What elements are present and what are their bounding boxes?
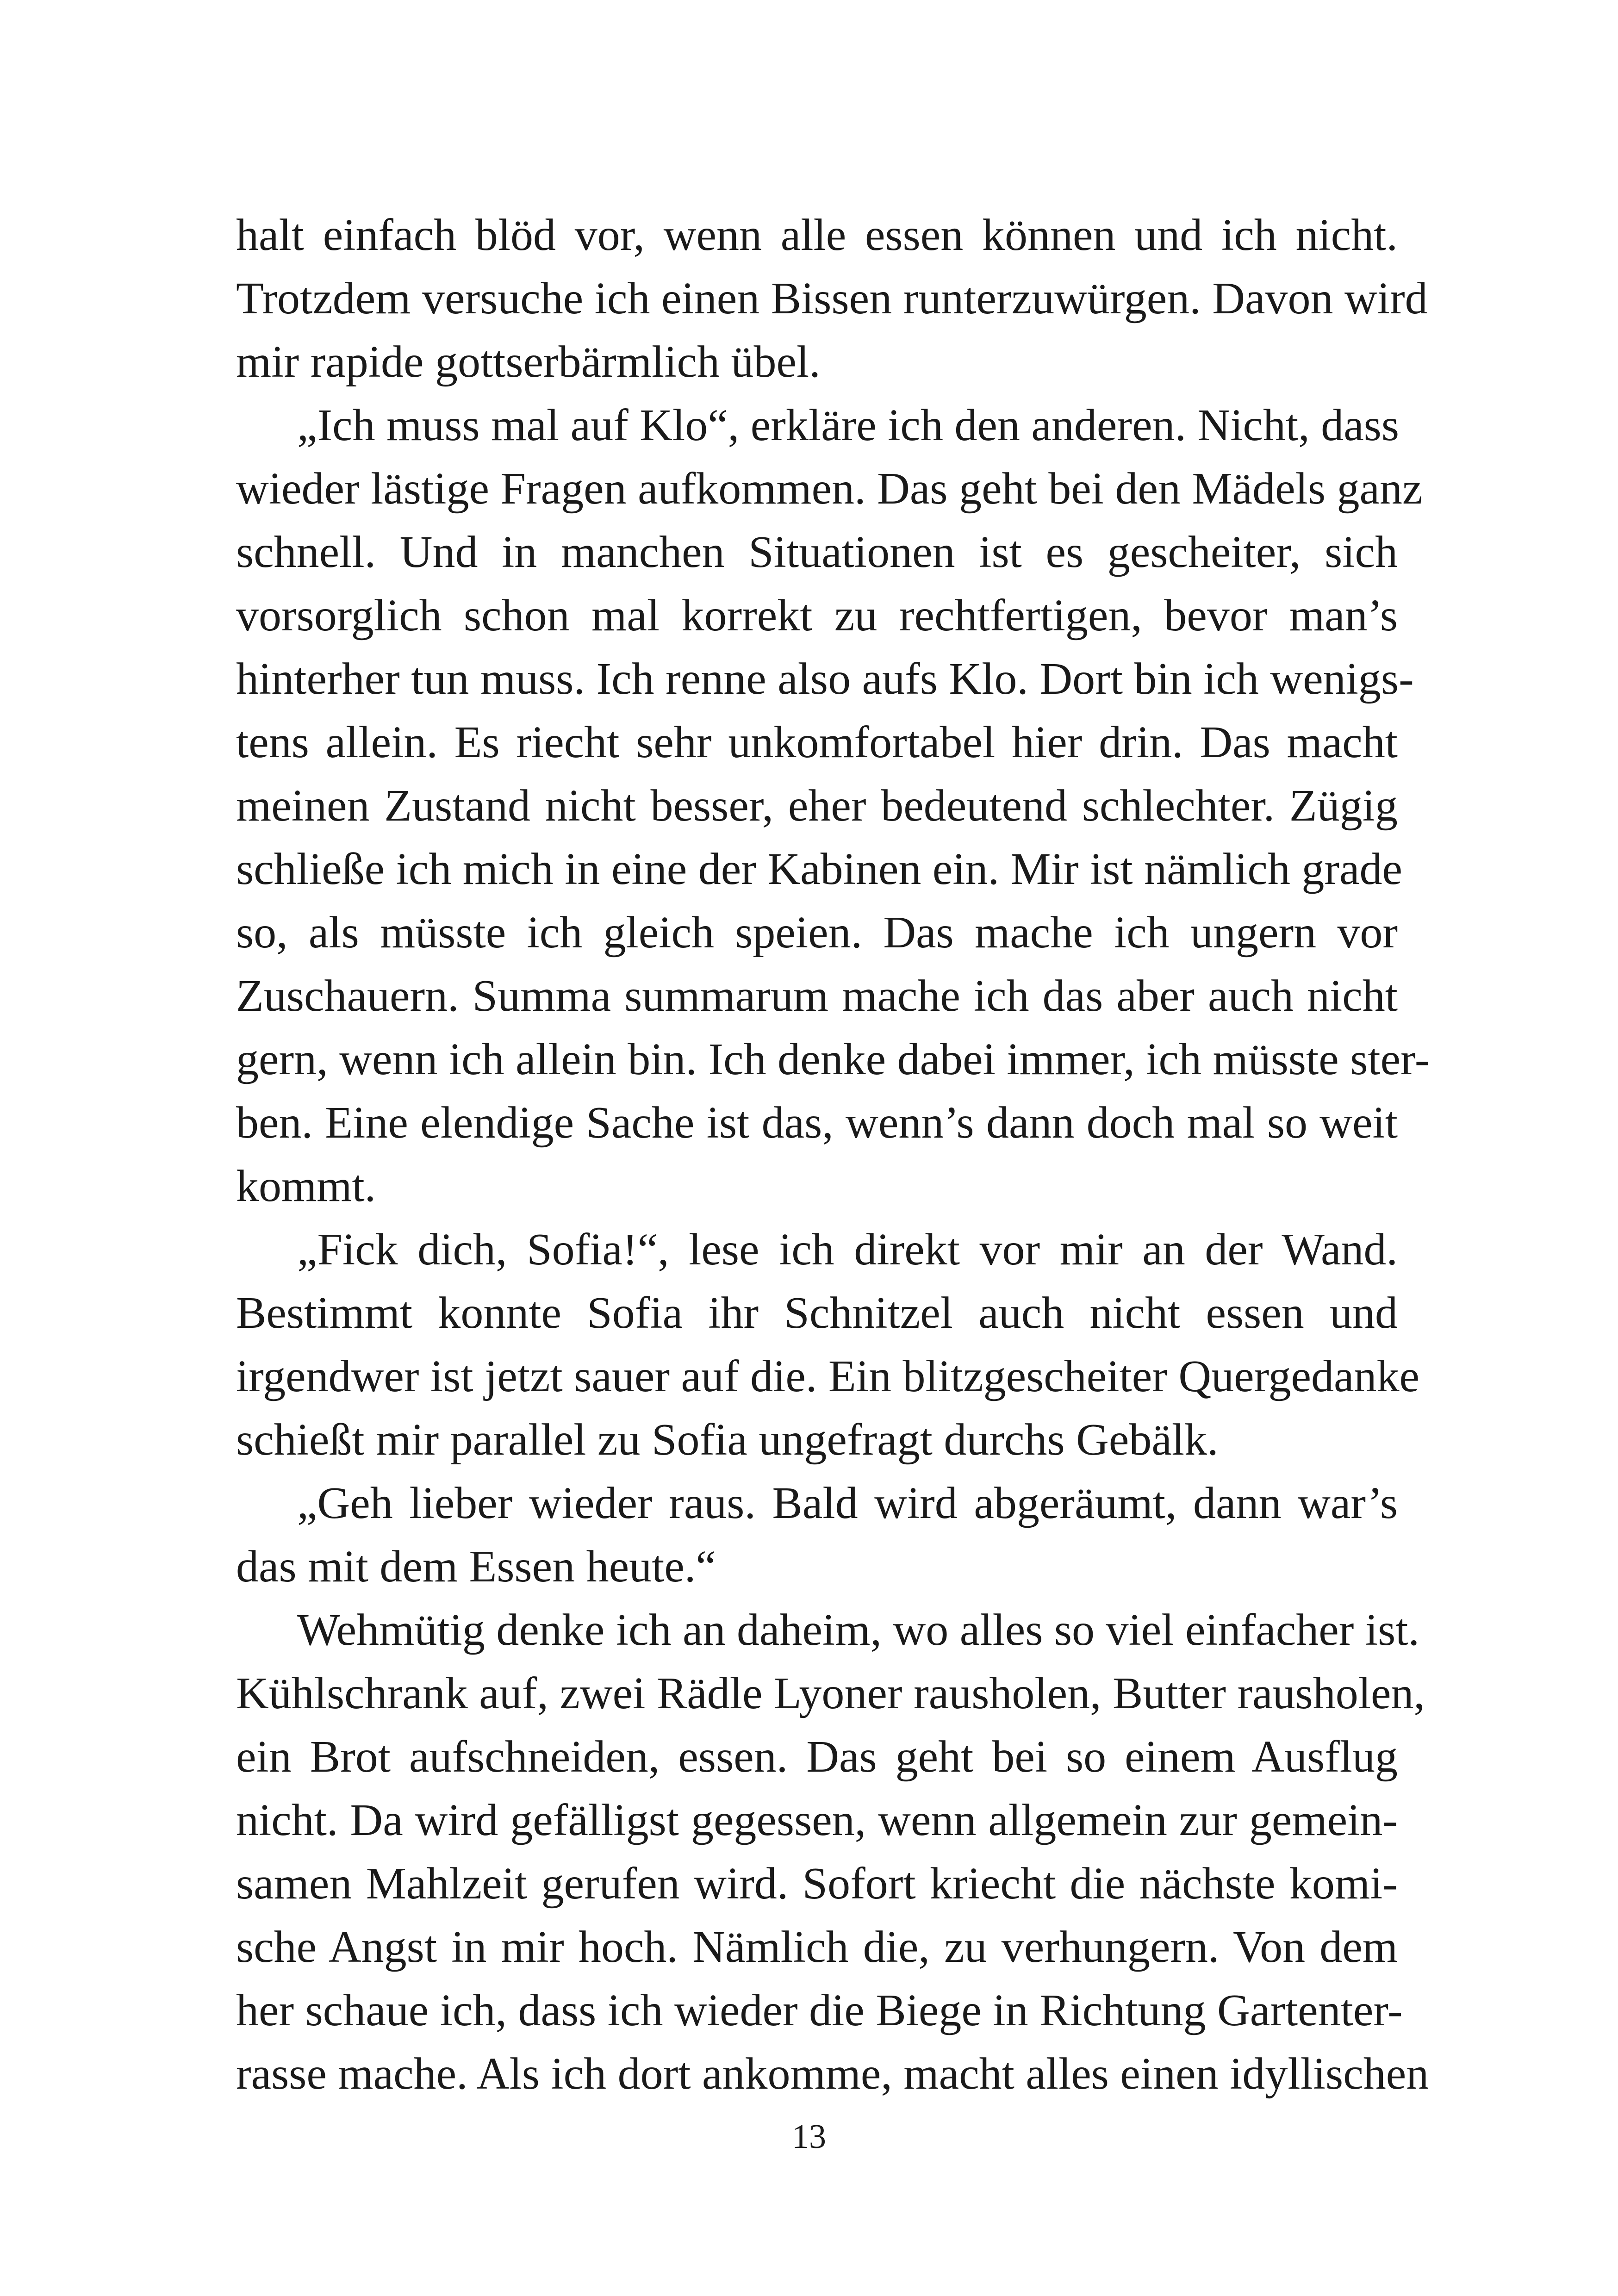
text-line: Bestimmt konnte Sofia ihr Schnitzel auch nicht essen und — [236, 1288, 1398, 1338]
text-line: so, als müsste ich gleich speien. Das mache ich ungern vor — [236, 908, 1398, 958]
body-text — [236, 204, 1430, 2106]
text-line: her schaue ich, dass ich wieder die Biege in Richtung Gartenter- — [236, 1985, 1403, 2035]
text-line: samen Mahlzeit gerufen wird. Sofort kriecht die nächste komi- — [236, 1859, 1398, 1909]
page-number: 13 — [792, 2118, 826, 2156]
text-line: das mit dem Essen heute.“ — [236, 1542, 716, 1592]
text-line: hinterher tun muss. Ich renne also aufs Klo. Dort bin ich wenigs- — [236, 654, 1414, 704]
text-line: gern, wenn ich allein bin. Ich denke dabei immer, ich müsste ster- — [236, 1034, 1430, 1084]
text-line: „Fick dich, Sofia!“, lese ich direkt vor mir an der Wand. — [297, 1225, 1398, 1275]
text-line: tens allein. Es riecht sehr unkomfortabel hier drin. Das macht — [236, 717, 1398, 767]
text-line: sche Angst in mir hoch. Nämlich die, zu verhungern. Von dem — [236, 1922, 1398, 1972]
text-line: wieder lästige Fragen aufkommen. Das geht bei den Mädels ganz — [236, 464, 1423, 514]
text-line: vorsorglich schon mal korrekt zu rechtfertigen, bevor man’s — [236, 591, 1398, 641]
text-line: schließe ich mich in eine der Kabinen ein. Mir ist nämlich grade — [236, 844, 1402, 894]
text-line: kommt. — [236, 1161, 376, 1211]
text-line: Kühlschrank auf, zwei Rädle Lyoner rausholen, Butter rausholen, — [236, 1668, 1425, 1718]
text-line: irgendwer ist jetzt sauer auf die. Ein blitzgescheiter Quergedanke — [236, 1351, 1419, 1401]
text-line: „Ich muss mal auf Klo“, erkläre ich den anderen. Nicht, dass — [297, 400, 1400, 450]
text-line: schnell. Und in manchen Situationen ist es gescheiter, sich — [236, 527, 1398, 577]
text-line: mir rapide gottserbärmlich übel. — [236, 337, 821, 387]
text-line: ben. Eine elendige Sache ist das, wenn’s dann doch mal so weit — [236, 1098, 1398, 1148]
text-line: Zuschauern. Summa summarum mache ich das aber auch nicht — [236, 971, 1398, 1021]
text-line: Trotzdem versuche ich einen Bissen runterzuwürgen. Davon wird — [236, 274, 1428, 324]
text-line: schießt mir parallel zu Sofia ungefragt durchs Gebälk. — [236, 1415, 1219, 1465]
text-line: „Geh lieber wieder raus. Bald wird abgeräumt, dann war’s — [297, 1478, 1398, 1528]
text-line: rasse mache. Als ich dort ankomme, macht alles einen idyllischen — [236, 2049, 1429, 2099]
text-line: ein Brot aufschneiden, essen. Das geht bei so einem Ausflug — [236, 1732, 1398, 1782]
text-line: halt einfach blöd vor, wenn alle essen können und ich nicht. — [236, 210, 1398, 260]
text-line: Wehmütig denke ich an daheim, wo alles so viel einfacher ist. — [297, 1605, 1420, 1655]
text-line: nicht. Da wird gefälligst gegessen, wenn allgemein zur gemein- — [236, 1795, 1398, 1845]
text-line: meinen Zustand nicht besser, eher bedeutend schlechter. Zügig — [236, 781, 1398, 831]
